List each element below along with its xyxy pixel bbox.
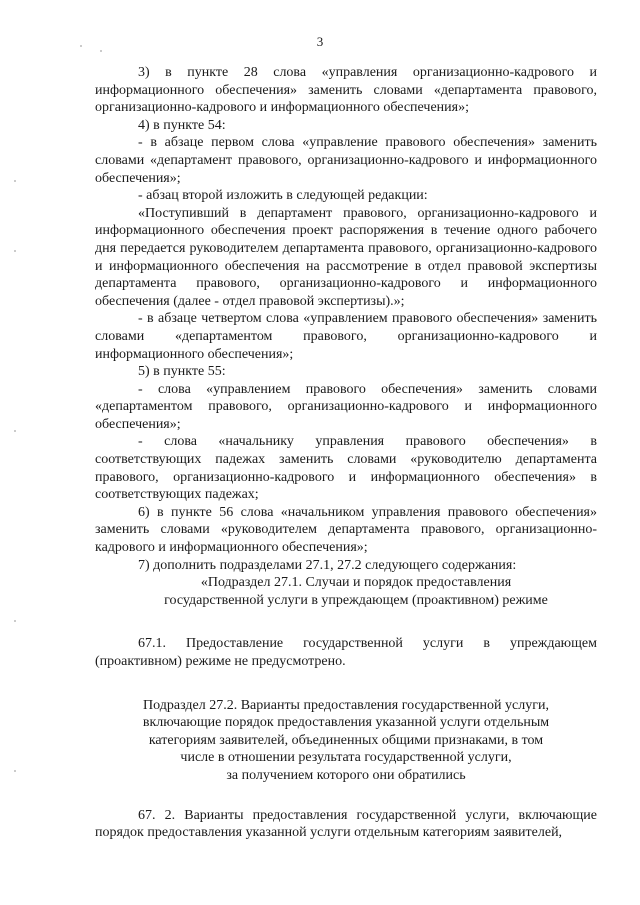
paragraph: - абзац второй изложить в следующей редакции: [138,188,428,204]
subsection-heading: включающие порядок предоставления указанной услуги отдельным [142,715,550,731]
paragraph: 7) дополнить подразделами 27.1, 27.2 следующего содержания: [138,557,517,573]
paragraph: 67. 2. Варианты предоставления государственной услуги, включающие порядок предоставления указанной услуги отдельным категориям заявителей, [95,807,597,841]
subsection-heading: государственной услуги в упреждающем (проактивном) режиме [164,592,548,608]
paragraph: - слова «управлением правового обеспечения» заменить словами «департаментом правового, организационно-кадрового и информационного обеспечения»; [95,381,597,432]
paragraph: 5) в пункте 55: [138,364,226,380]
paragraph: «Поступивший в департамент правового, организационно-кадрового и информационного обеспечения проект распоряжения в течение одного рабочего дня передается руководителем департамента правового, организационно-кадрового и информационного обеспечения на рассмотрение в отдел правовой экспертизы департамента правового, организационно-кадрового и информационного обеспечения (далее - отдел правовой экспертизы).»; [95,205,597,309]
subsection-heading: категориям заявителей, объединенных общими признаками, в том [148,732,544,748]
subsection-heading: Подраздел 27.2. Варианты предоставления государственной услуги, [143,697,549,713]
paragraph: - слова «начальнику управления правового обеспечения» в соответствующих падежах заменить словами «руководителю департамента правового, организационно-кадрового и информационного обеспечения» в соответствующих падежах; [95,434,597,503]
paragraph: 4) в пункте 54: [138,117,226,133]
paragraph: - в абзаце четвертом слова «управлением правового обеспечения» заменить словами «департаментом правового, организационно-кадрового и информационного обеспечения»; [95,311,597,362]
document-body [95,64,597,842]
page-number: 3 [316,34,324,49]
paragraph: 67.1. Предоставление государственной услуги в упреждающем (проактивном) режиме не предусмотрено. [95,636,597,669]
paragraph: 6) в пункте 56 слова «начальником управления правового обеспечения» заменить словами «руководителем департамента правового, организационно-кадрового и информационного обеспечения»; [95,504,597,556]
paragraph: - в абзаце первом слова «управление правового обеспечения» заменить словами «департамент правового, организационно-кадрового и информационного обеспечения»; [95,135,597,186]
subsection-heading: числе в отношении результата государственной услуги, [180,750,512,766]
subsection-heading: «Подраздел 27.1. Случаи и порядок предоставления [200,575,512,591]
paragraph: 3) в пункте 28 слова «управления организационно-кадрового и информационного обеспечения» заменить словами «департамента правового, организационно-кадрового и информационного обеспечения»; [95,65,597,116]
subsection-heading: за получением которого они обратились [226,767,466,783]
